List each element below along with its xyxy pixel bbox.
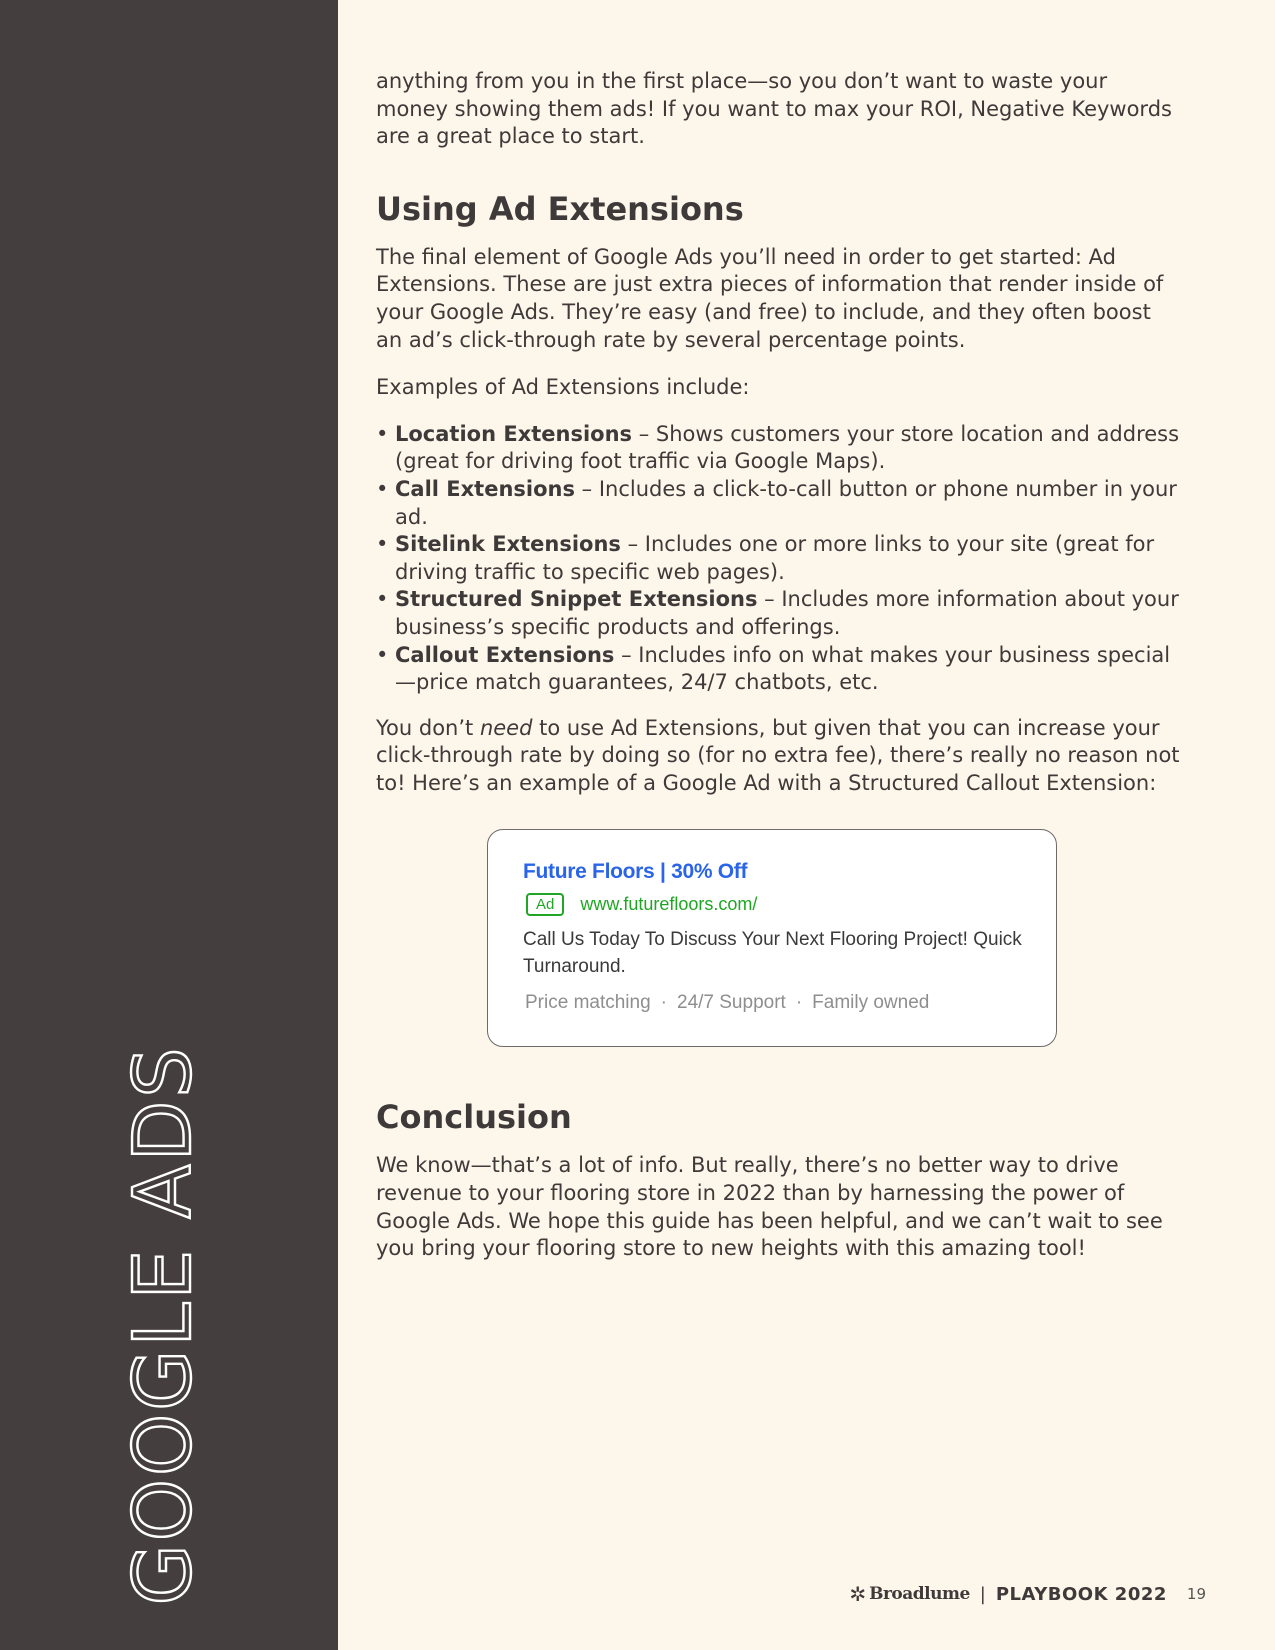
examples-intro: Examples of Ad Extensions include: bbox=[376, 375, 750, 400]
list-item bbox=[376, 586, 1181, 641]
ad-callout: Family owned bbox=[812, 992, 930, 1014]
ad-description: Call Us Today To Discuss Your Next Flooring Project! Quick Turnaround. bbox=[523, 929, 1022, 978]
sidebar bbox=[0, 0, 338, 1650]
extension-name: Structured Snippet Extensions bbox=[395, 587, 758, 612]
extension-name: Callout Extensions bbox=[395, 642, 615, 667]
extensions-list bbox=[376, 421, 1181, 697]
ad-url-link[interactable]: www.futurefloors.com/ bbox=[580, 894, 758, 915]
need-emphasis: need bbox=[479, 715, 533, 740]
extension-description: – Includes one or more links to your site (great for driving traffic to specific web pages). bbox=[395, 532, 1155, 584]
bullet-icon: • bbox=[376, 476, 389, 501]
list-item bbox=[376, 531, 1181, 586]
need-paragraph-start: You don’t bbox=[376, 715, 480, 740]
intro-paragraph: anything from you in the first place—so you don’t want to waste your money showing them ads! If you want to max your ROI, Negative Keywords are a great place to start. bbox=[376, 69, 1172, 149]
ad-title-link[interactable]: Future Floors | 30% Off bbox=[523, 860, 748, 884]
bullet-icon: • bbox=[376, 532, 389, 557]
bullet-icon: • bbox=[376, 421, 389, 446]
extension-description: – Includes a click-to-call button or phone number in your ad. bbox=[395, 476, 1177, 529]
ad-callout: 24/7 Support bbox=[677, 992, 786, 1014]
extension-name: Sitelink Extensions bbox=[395, 532, 621, 557]
footer bbox=[849, 1582, 1206, 1606]
ad-badge: Ad bbox=[526, 893, 564, 916]
extension-description: – Includes more information about your business’s specific products and offerings. bbox=[395, 587, 1179, 639]
ad-example-card bbox=[487, 829, 1057, 1047]
main-content bbox=[376, 68, 1181, 1263]
broadlume-logo-icon: ✲ bbox=[849, 1582, 867, 1606]
ad-extensions-heading: Using Ad Extensions bbox=[376, 189, 744, 228]
list-item bbox=[376, 642, 1181, 697]
ad-url-row bbox=[523, 893, 1056, 916]
footer-playbook: PLAYBOOK 2022 bbox=[995, 1583, 1167, 1605]
extension-description: – Shows customers your store location and address (great for driving foot traffic via Google Maps). bbox=[395, 421, 1180, 474]
footer-brand: Broadlume bbox=[869, 1584, 970, 1604]
bullet-icon: • bbox=[376, 642, 389, 667]
extension-description: – Includes info on what makes your business special—price match guarantees, 24/7 chatbots, etc. bbox=[395, 642, 1171, 695]
need-paragraph-end: to use Ad Extensions, but given that you can increase your click-through rate by doing so (for no extra fee), there’s really no reason not to! Here’s an example of a Google Ad with a Structured Callout Extension: bbox=[376, 715, 1180, 795]
bullet-icon: • bbox=[376, 587, 389, 612]
ad-extensions-paragraph: The final element of Google Ads you’ll need in order to get started: Ad Extensions. These are just extra pieces of information that render inside of your Google Ads. They’re easy (and free) to include, and they often boost an ad’s click-through rate by several percentage points. bbox=[376, 244, 1164, 352]
list-item bbox=[376, 421, 1181, 476]
ad-callout: Price matching bbox=[525, 992, 651, 1014]
conclusion-paragraph: We know—that’s a lot of info. But really, there’s no better way to drive revenue to your flooring store in 2022 than by harnessing the power of Google Ads. We hope this guide has been helpful, and we can’t wait to see you bring your flooring store to new heights with this amazing tool! bbox=[376, 1153, 1163, 1261]
need-paragraph bbox=[376, 715, 1181, 798]
page-number: 19 bbox=[1186, 1585, 1206, 1603]
extension-name: Location Extensions bbox=[395, 421, 633, 446]
ad-callouts bbox=[525, 992, 1056, 1014]
callout-separator: · bbox=[795, 992, 803, 1014]
conclusion-heading: Conclusion bbox=[376, 1098, 572, 1137]
extension-name: Call Extensions bbox=[395, 476, 575, 501]
list-item bbox=[376, 476, 1181, 531]
footer-divider: | bbox=[979, 1583, 986, 1605]
sidebar-title: GOOGLE ADS bbox=[117, 1044, 209, 1606]
callout-separator: · bbox=[660, 992, 667, 1014]
